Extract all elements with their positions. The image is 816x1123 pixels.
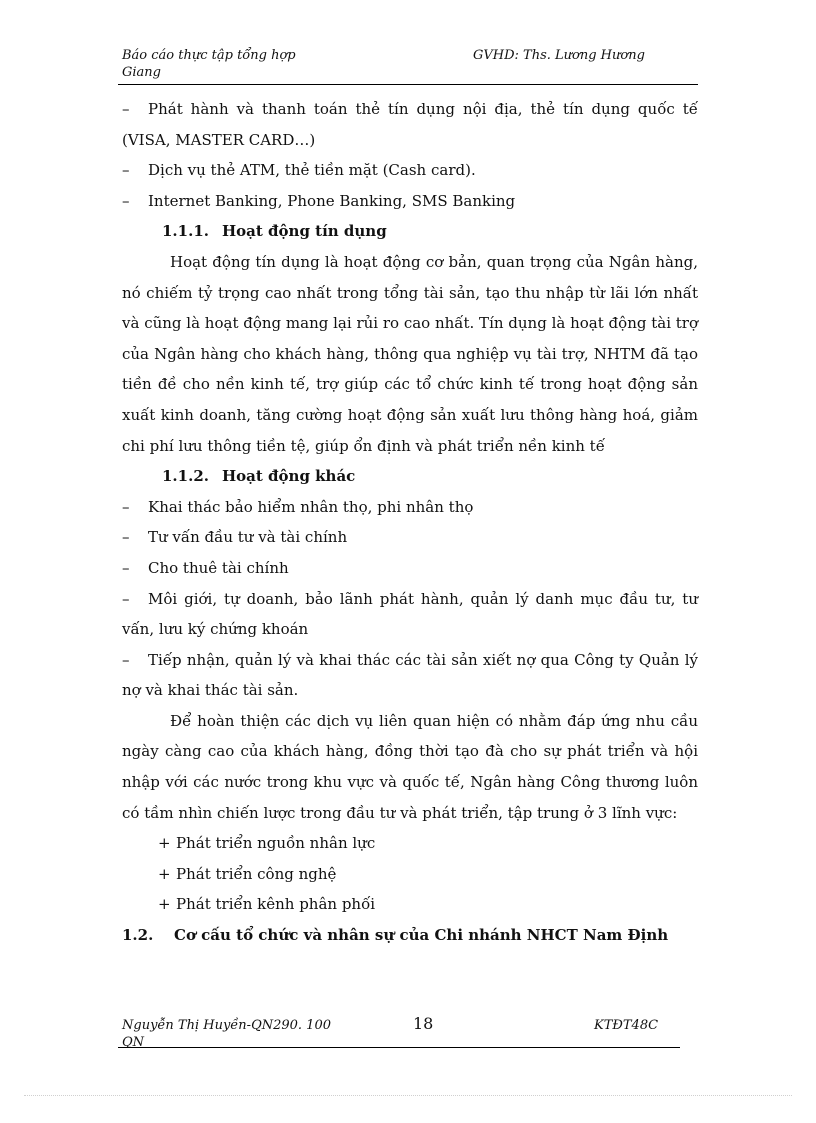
dash-marker: – — [122, 191, 130, 210]
plus-item: + Phát triển kênh phân phối — [122, 889, 698, 920]
footer-rule — [118, 1047, 680, 1048]
bullet-item: – Môi giới, tự doanh, bảo lãnh phát hành, quản lý danh mục đầu tư, tư vấn, lưu ký chứng khoán — [122, 584, 698, 645]
dash-marker: – — [122, 558, 130, 577]
header-rule — [118, 84, 698, 85]
page-body — [122, 94, 698, 951]
bullet-item: – Cho thuê tài chính — [122, 553, 698, 584]
page-boundary-line — [24, 1095, 792, 1096]
plus-item: + Phát triển công nghệ — [122, 859, 698, 890]
footer-author: Nguyễn Thị Huyền-QN290. 100 QN — [122, 1018, 331, 1050]
section-heading-1-1-2: 1.1.2. Hoạt động khác — [162, 467, 356, 486]
bullet-item: – Phát hành và thanh toán thẻ tín dụng nội địa, thẻ tín dụng quốc tế (VISA, MASTER CARD…) — [122, 94, 698, 155]
dash-marker: – — [122, 161, 130, 180]
bullet-item: – Internet Banking, Phone Banking, SMS Banking — [122, 186, 698, 217]
plus-marker: + — [158, 895, 171, 914]
paragraph-credit: Hoạt động tín dụng là hoạt động cơ bản, quan trọng của Ngân hàng, nó chiếm tỷ trọng cao nhất trong tổng tài sản, tạo thu nhập từ lãi lớn nhất và cũng là hoạt động mang lại rủi ro cao nhất. Tín dụng là hoạt động tài trợ của Ngân hàng cho khách hàng, thông qua nghiệp vụ tài trợ, NHTM đã tạo tiền đề cho nền kinh tế, trợ giúp các tổ chức kinh tế trong hoạt động sản xuất kinh doanh, tăng cường hoạt động sản xuất lưu thông hàng hoá, giảm chi phí lưu thông tiền tệ, giúp ổn định và phát triển nền kinh tế — [122, 252, 698, 455]
footer-class-code: KTĐT48C — [594, 1018, 659, 1033]
dash-marker: – — [122, 589, 130, 608]
dash-marker: – — [122, 528, 130, 547]
header-report-title: Báo cáo thực tập tổng hợp Giang — [122, 48, 296, 80]
plus-item: + Phát triển nguồn nhân lực — [122, 828, 698, 859]
section-heading-1-2: 1.2. Cơ cấu tổ chức và nhân sự của Chi nhánh NHCT Nam Định — [122, 926, 669, 945]
bullet-item: – Tư vấn đầu tư và tài chính — [122, 522, 698, 553]
bullet-item: – Dịch vụ thẻ ATM, thẻ tiền mặt (Cash card). — [122, 155, 698, 186]
bullet-item: – Tiếp nhận, quản lý và khai thác các tài sản xiết nợ qua Công ty Quản lý nợ và khai thác tài sản. — [122, 645, 698, 706]
page-number: 18 — [413, 1014, 434, 1033]
section-heading-1-1-1: 1.1.1. Hoạt động tín dụng — [162, 222, 387, 241]
paragraph-strategy: Để hoàn thiện các dịch vụ liên quan hiện có nhằm đáp ứng nhu cầu ngày càng cao của khách hàng, đồng thời tạo đà cho sự phát triển và hội nhập với các nước trong khu vực và quốc tế, Ngân hàng Công thương luôn có tầm nhìn chiến lược trong đầu tư và phát triển, tập trung ở 3 lĩnh vực: — [122, 711, 698, 822]
plus-marker: + — [158, 834, 171, 853]
dash-marker: – — [122, 650, 130, 669]
bullet-item: – Khai thác bảo hiểm nhân thọ, phi nhân thọ — [122, 492, 698, 523]
dash-marker: – — [122, 100, 130, 118]
header-supervisor: GVHD: Ths. Lương Hương — [473, 48, 645, 63]
plus-marker: + — [158, 864, 171, 883]
dash-marker: – — [122, 497, 130, 516]
